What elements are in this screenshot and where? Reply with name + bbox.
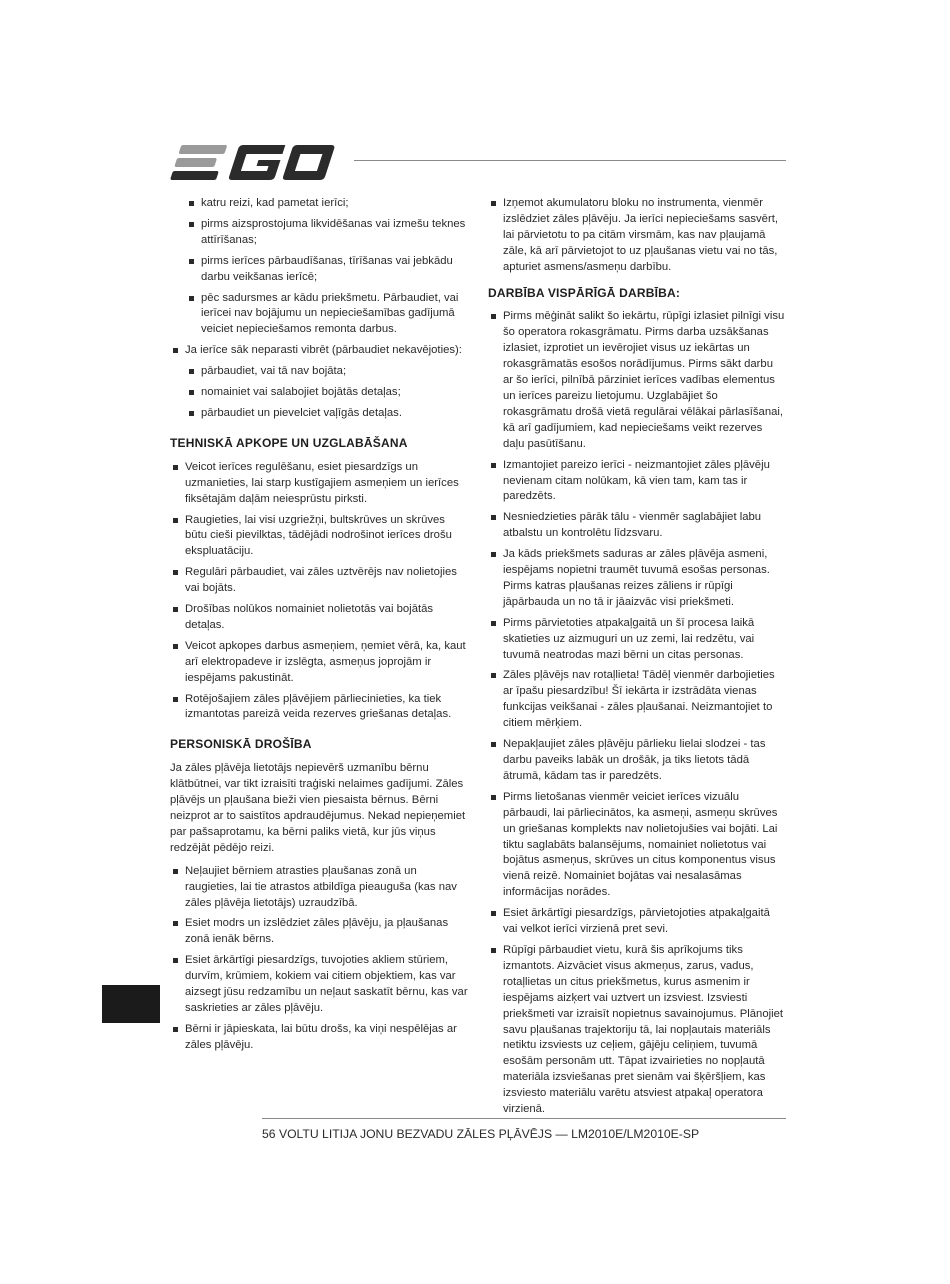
list-item: Veicot apkopes darbus asmeņiem, ņemiet vērā, ka, kaut arī elektropadeve ir izslēgta, asmeņus joprojām ir iespējams pakustināt.: [170, 639, 468, 687]
list-item: Zāles pļāvējs nav rotaļlieta! Tādēļ vienmēr darbojieties ar īpašu piesardzību! Šī iekārta ir izstrādāta vienas funkcijas veikšanai - zāles pļaušanai. Neizmantojiet to citiem mērķiem.: [488, 668, 786, 732]
maintenance-list: [170, 460, 468, 724]
list-item: Ja ierīce sāk neparasti vibrēt (pārbaudiet nekavējoties):: [170, 343, 468, 359]
vibration-list: [170, 343, 468, 359]
list-item: Raugieties, lai visi uzgriežņi, bultskrūves un skrūves būtu cieši pievilktas, tādējādi nodrošinot ierīces drošu ekspluatāciju.: [170, 513, 468, 561]
ego-logo: [170, 143, 338, 181]
list-item: Bērni ir jāpieskata, lai būtu drošs, ka viņi nespēlējas ar zāles pļāvēju.: [170, 1022, 468, 1054]
operation-heading: DARBĪBA VISPĀRĪGĀ DARBĪBA:: [488, 285, 681, 300]
list-item: Pirms pārvietoties atpakaļgaitā un šī procesa laikā skatieties uz aizmuguri un uz zemi, lai redzētu, vai tuvumā neatrodas mazi bērni un citas personas.: [488, 616, 786, 664]
list-item: Pirms lietošanas vienmēr veiciet ierīces vizuālu pārbaudi, lai pārliecinātos, ka asmeņi, asmeņu skrūves un griešanas komplekts nav nolietojušies vai bojāti. Lai tiktu saglabāts balansējums, nomainiet nolietotus vai bojātus asmeņus, skrūves un citus komponentus visus vienā reizē. Nomainiet bojātas vai nesalasāmas informācijas norādes.: [488, 790, 786, 901]
personal-safety-intro: Ja zāles pļāvēja lietotājs nepievērš uzmanību bērnu klātbūtnei, var tikt izraisīti traģiski nelaimes gadījumi. Zāles pļāvējs un pļaušana bieži vien piesaista bērnus. Bērni neizprot ar to saistītos apdraudējumus. Nekad nepieņemiet par pašsaprotamu, ka bērni paliks vietā, kur jūs viņus redzējāt pēdējo reizi.: [170, 762, 466, 854]
list-item: Ja kāds priekšmets saduras ar zāles pļāvēja asmeni, iespējams nopietni traumēt tuvumā esošas personas. Pirms katras pļaušanas reizes zāliens ir rūpīgi jāpārbauda un no tā ir jāaizvāc visi priekšmeti.: [488, 547, 786, 611]
list-item: pirms aizsprostojuma likvidēšanas vai izmešu teknes attīrīšanas;: [186, 217, 468, 249]
personal-safety-heading: PERSONISKĀ DROŠĪBA: [170, 737, 312, 752]
list-item: Izmantojiet pareizo ierīci - neizmantojiet zāles pļāvēju nevienam citam nolūkam, kā vien tam, kam tas ir paredzēts.: [488, 458, 786, 506]
list-item: Pirms mēģināt salikt šo iekārtu, rūpīgi izlasiet pilnīgi visu šo operatora rokasgrāmatu. Pirms darba uzsākšanas izlasiet, izprotiet un ievērojiet visus uz iekārtas un rokasgrāmatās esošos norādījumus. Pirms sākt darbu ar šo ierīci, pilnībā pārziniet ierīces vadības elementus un ierīces pareizu lietojumu. Uzglabājiet šo rokasgrāmatu drošā vietā regulārai vēlākai pārlasīšanai, kā arī gadījumiem, kad nepieciešams veikt rezerves daļu pasūtīšanu.: [488, 309, 786, 452]
list-item: Esiet ārkārtīgi piesardzīgs, tuvojoties akliem stūriem, durvīm, krūmiem, kokiem vai citiem objektiem, kas var aizsegt jūsu redzamību un neļaut saskatīt bērnu, kas var saskrieties ar zāles pļāvēju.: [170, 953, 468, 1017]
list-item: pārbaudiet, vai tā nav bojāta;: [186, 364, 468, 380]
page-footer: 56 VOLTU LITIJA JONU BEZVADU ZĀLES PĻĀVĒJS — LM2010E/LM2010E-SP: [262, 1127, 700, 1141]
left-column: [170, 196, 468, 1059]
list-item: Regulāri pārbaudiet, vai zāles uztvērējs nav nolietojies vai bojāts.: [170, 565, 468, 597]
list-item: Esiet modrs un izslēdziet zāles pļāvēju, ja pļaušanas zonā ienāk bērns.: [170, 916, 468, 948]
battery-removal-list: [488, 196, 786, 276]
list-item: Esiet ārkārtīgi piesardzīgs, pārvietojoties atpakaļgaitā vai velkot ierīci virzienā pret sevi.: [488, 906, 786, 938]
header-rule: [354, 160, 786, 161]
footer-rule: [262, 1118, 786, 1119]
list-item: Izņemot akumulatoru bloku no instrumenta, vienmēr izslēdziet zāles pļāvēju. Ja ierīci nepieciešams sasvērt, lai pārvietotu to pa citām virsmām, kas nav pļaujamā zāle, kā arī pārvietojot to uz pļaušanas vietu vai no tās, apturiet asmens/asmeņu darbību.: [488, 196, 786, 276]
list-item: Nepakļaujiet zāles pļāvēju pārlieku lielai slodzei - tas darbu paveiks labāk un drošāk, ja tiks lietots tādā ātrumā, kādam tas ir paredzēts.: [488, 737, 786, 785]
operation-list: [488, 309, 786, 1118]
list-item: pārbaudiet un pievelciet vaļīgās detaļas.: [186, 406, 468, 422]
when-to-stop-sublist: [186, 196, 468, 338]
personal-safety-list: [170, 864, 468, 1054]
list-item: Drošības nolūkos nomainiet nolietotās vai bojātās detaļas.: [170, 602, 468, 634]
list-item: Rotējošajiem zāles pļāvējiem pārliecinieties, ka tiek izmantotas pareizā veida rezerves griešanas detaļas.: [170, 692, 468, 724]
maintenance-heading: TEHNISKĀ APKOPE UN UZGLABĀŠANA: [170, 435, 408, 450]
right-column: [488, 196, 786, 1123]
list-item: Veicot ierīces regulēšanu, esiet piesardzīgs un uzmanieties, lai starp kustīgajiem asmeņiem un ierīces fiksētajām daļām neiesprūstu pirksti.: [170, 460, 468, 508]
list-item: Nesniedzieties pārāk tālu - vienmēr saglabājiet labu atbalstu un kontrolētu līdzsvaru.: [488, 510, 786, 542]
list-item: pēc sadursmes ar kādu priekšmetu. Pārbaudiet, vai ierīcei nav bojājumu un nepieciešamības gadījumā veiciet nepieciešamos remonta darbus.: [186, 291, 468, 339]
language-side-tab: [102, 985, 160, 1023]
list-item: Neļaujiet bērniem atrasties pļaušanas zonā un raugieties, lai tie atrastos atbildīga pieauguša (kas nav zāles pļāvēja lietotājs) uzraudzībā.: [170, 864, 468, 912]
list-item: nomainiet vai salabojiet bojātās detaļas;: [186, 385, 468, 401]
list-item: Rūpīgi pārbaudiet vietu, kurā šis aprīkojums tiks izmantots. Aizvāciet visus akmeņus, zarus, vadus, rotaļlietas un citus priekšmetus, kurus asmenim ir iespējams aizķert vai uztvert un izsviest. Izsviesti priekšmeti var izraisīt nopietnus savainojumus. Plānojiet savu pļaušanas trajektoriju tā, lai nopļautais materiāls netiktu izsviests uz ceļiem, gājēju celiņiem, tuvumā esošām personām utt. Tāpat izvairieties no nopļautā materiāla izsviešanas pret sienām vai šķēršļiem, kas izsviesto materiālu varētu atsviest atpakaļ operatora virzienā.: [488, 943, 786, 1118]
vibration-sublist: [186, 364, 468, 422]
list-item: pirms ierīces pārbaudīšanas, tīrīšanas vai jebkādu darbu veikšanas ierīcē;: [186, 254, 468, 286]
list-item: katru reizi, kad pametat ierīci;: [186, 196, 468, 212]
